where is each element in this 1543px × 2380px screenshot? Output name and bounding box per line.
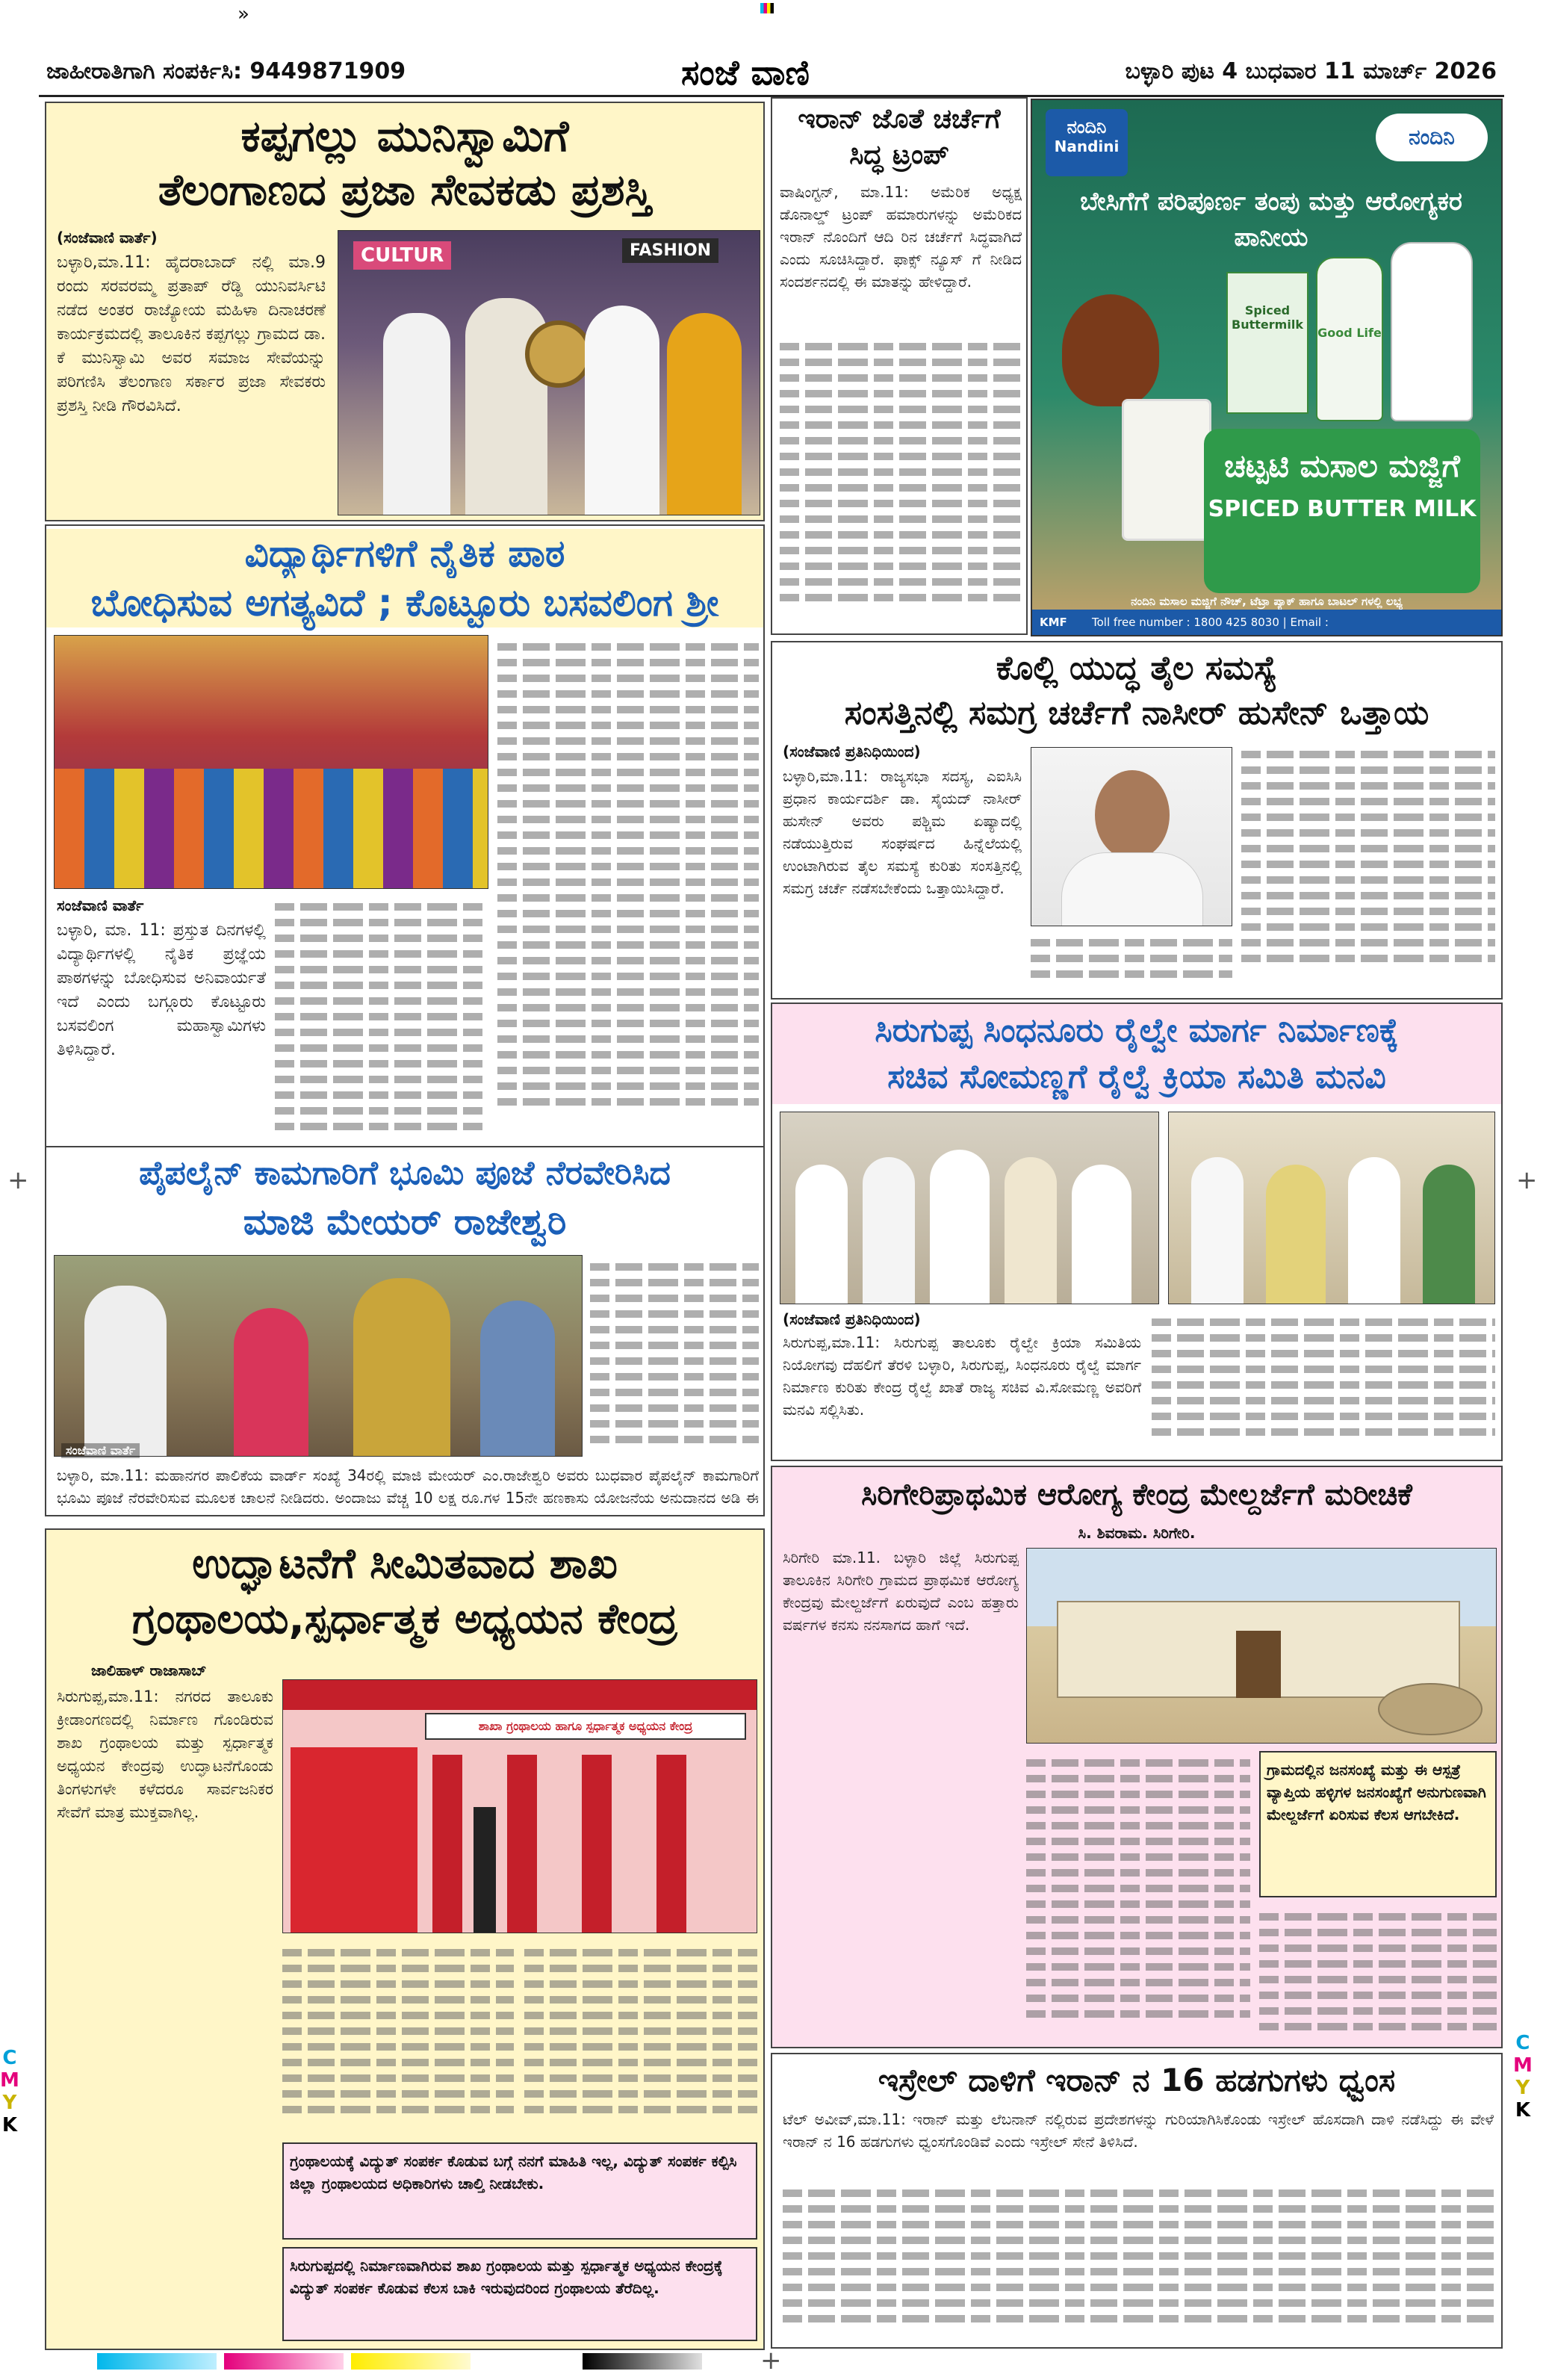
story-headline: ಸಚಿವ ಸೋಮಣ್ಣಗೆ ರೈಲ್ವೆ ಕ್ರಿಯಾ ಸಮಿತಿ ಮನವಿ xyxy=(887,1058,1386,1096)
person-figure xyxy=(795,1165,848,1304)
story-headline: ಸಿದ್ಧ ಟ್ರಂಪ್ xyxy=(849,140,949,170)
story-body-continued xyxy=(275,895,484,1152)
health-centre-callout: ಗ್ರಾಮದಲ್ಲಿನ ಜನಸಂಖ್ಯೆ ಮತ್ತು ಈ ಆಸ್ಪತ್ರೆ ವ್ಯಾಪ್ತಿಯ ಹಳ್ಳಿಗಳ ಜನಸಂಖ್ಯೆಗೆ ಅನುಗುಣವಾಗಿ ಮೇಲ್ದರ್ಜೆಗೆ ಏರಿಸುವ ಕೆಲಸ ಆಗಬೇಕಿದೆ. xyxy=(1259,1751,1497,1897)
building-pillar xyxy=(582,1755,612,1933)
story-body-continued xyxy=(590,1255,759,1457)
person-figure xyxy=(930,1150,990,1304)
story-headline: ಇಸ್ರೇಲ್ ದಾಳಿಗೆ ಇರಾನ್ ನ 16 ಹಡಗುಗಳು ಧ್ವಂಸ xyxy=(878,2062,1396,2098)
story-body-continued xyxy=(1026,1751,1250,2042)
pack-name-kn: ಚಟ್ಪಟಿ ಮಸಾಲ ಮಜ್ಜಿಗೆ xyxy=(1224,447,1460,484)
ad-contact: ಜಾಹೀರಾತಿಗಾಗಿ ಸಂಪರ್ಕಿಸಿ: 9449871909 xyxy=(46,58,406,84)
ad-footer xyxy=(1032,610,1501,635)
award-plaque xyxy=(525,320,592,388)
health-centre-photo xyxy=(1026,1548,1497,1744)
building-wall xyxy=(291,1747,417,1933)
story-body: ಬಳ್ಳಾರಿ,ಮಾ.11: ರಾಜ್ಯಸಭಾ ಸದಸ್ಯ, ಎಐಸಿಸಿ ಪ್ರಧಾನ ಕಾರ್ಯದರ್ಶಿ ಡಾ. ಸೈಯದ್ ನಾಸೀರ್ ಹುಸೇನ್ ಅವರು ಪಶ್ಚಿಮ ಏಷ್ಯಾದಲ್ಲಿ ನಡೆಯುತ್ತಿರುವ ಸಂಘರ್ಷದ ಹಿನ್ನೆಲೆಯಲ್ಲಿ ಉಂಟಾಗಿರುವ ತೈಲ ಸಮಸ್ಯೆ ಕುರಿತು ಸಂಸತ್ತಿನಲ್ಲಿ ಸಮಗ್ರ ಚರ್ಚೆ ನಡೆಸಬೇಕೆಂದು ಒತ್ತಾಯಿಸಿದ್ದಾರೆ. xyxy=(783,767,1022,897)
good-life-bottle: Good Life xyxy=(1316,257,1383,421)
story-nasir-hussain xyxy=(771,641,1503,1000)
award-photo xyxy=(338,230,760,515)
story-dateline: (ಸಂಜೆವಾಣಿ ಪ್ರತಿನಿಧಿಯಿಂದ) xyxy=(783,1310,921,1328)
person-figure xyxy=(383,313,450,515)
story-body-continued xyxy=(497,635,759,1152)
person-figure xyxy=(1266,1165,1326,1304)
story-dateline: ಸಂಜೆವಾಣಿ ವಾರ್ತೆ xyxy=(57,896,144,914)
ad-tagline: ಬೇಸಿಗೆಗೆ ಪರಿಪೂರ್ಣ ತಂಪು ಮತ್ತು ಆರೋಗ್ಯಕರ ಪಾನೀಯ xyxy=(1080,187,1462,252)
story-headline: ಪೈಪಲೈನ್ ಕಾಮಗಾರಿಗೆ ಭೂಮಿ ಪೂಜೆ ನೆರವೇರಿಸಿದ xyxy=(139,1154,671,1192)
story-body: ಸಿರುಗುಪ್ಪ,ಮಾ.11: ಸಿರುಗುಪ್ಪ ತಾಲೂಕು ರೈಲ್ವೇ ಕ್ರಿಯಾ ಸಮಿತಿಯ ನಿಯೋಗವು ದೆಹಲಿಗೆ ತೆರಳಿ ಬಳ್ಳಾರಿ, ಸಿರುಗುಪ್ಪ, ಸಿಂಧನೂರು ರೈಲ್ವೆ ಮಾರ್ಗ ನಿರ್ಮಾಣ ಕುರಿತು ಕೇಂದ್ರ ರೈಲ್ವೆ ಖಾತೆ ರಾಜ್ಯ ಸಚಿವ ವಿ.ಸೋಮಣ್ಣ ಅವರಿಗೆ ಮನವಿ ಸಲ್ಲಿಸಿತು. xyxy=(783,1333,1141,1419)
story-headline: ಉದ್ಘಾಟನೆಗೆ ಸೀಮಿತವಾದ ಶಾಖ xyxy=(192,1540,618,1588)
story-byline: ಜಾಲಿಹಾಳ್ ರಾಜಾಸಾಬ್ xyxy=(91,1661,207,1679)
story-body-continued xyxy=(780,335,1022,630)
railway-delegation-photo xyxy=(780,1112,1159,1304)
library-signboard: ಶಾಖಾ ಗ್ರಂಥಾಲಯ ಹಾಗೂ ಸ್ಪರ್ಧಾತ್ಮಕ ಅಧ್ಯಯನ ಕೇಂದ್ರ xyxy=(425,1713,746,1740)
library-callout-1: ಗ್ರಂಥಾಲಯಕ್ಕೆ ವಿದ್ಯುತ್ ಸಂಪರ್ಕ ಕೊಡುವ ಬಗ್ಗೆ ನನಗೆ ಮಾಹಿತಿ ಇಲ್ಲ, ವಿದ್ಯುತ್ ಸಂಪರ್ಕ ಕಲ್ಪಿಸಿ ಜಿಲ್ಲಾ ಗ್ರಂಥಾಲಯದ ಅಧಿಕಾರಿಗಳು ಚಾಲ್ತಿ ನೀಡಬೇಕು. xyxy=(282,2142,757,2240)
registration-mark: + xyxy=(7,1165,29,1195)
building-pillar xyxy=(656,1755,686,1933)
story-body: ವಾಷಿಂಗ್ಟನ್, ಮಾ.11: ಅಮೆರಿಕ ಅಧ್ಯಕ್ಷ ಡೊನಾಲ್ಡ್ ಟ್ರಂಪ್ ಹಮಾರುಗಳನ್ನು ಅಮೆರಿಕದ ಇರಾನ್ ನೊಂದಿಗೆ ಆದಿ ರಿನ ಚರ್ಚೆಗೆ ಸಿದ್ಧವಾಗಿದೆ ಎಂದು ಸೂಚಿಸಿದ್ದಾರೆ. ಫಾಕ್ಸ್ ನ್ಯೂಸ್ ಗೆ ನೀಡಿದ ಸಂದರ್ಶನದಲ್ಲಿ ಈ ಮಾತನ್ನು ಹೇಳಿದ್ದಾರೆ. xyxy=(780,183,1022,291)
story-headline: ಮಾಜಿ ಮೇಯರ್ ರಾಜೇಶ್ವರಿ xyxy=(243,1201,567,1243)
crowd-pattern xyxy=(55,769,488,888)
story-iran-trump-talks xyxy=(771,97,1028,635)
ad-availability: ನಂದಿನಿ ಮಸಾಲ ಮಜ್ಜಿಗೆ ನೌಚ್, ಟೆಟ್ರಾ ಪ್ಯಾಕ್ ಹಾಗೂ ಬಾಟಲ್ ಗಳಲ್ಲಿ ಲಭ್ಯ xyxy=(1131,595,1403,608)
registration-mark: + xyxy=(1516,1165,1538,1195)
railway-minister-photo xyxy=(1168,1112,1495,1304)
masala-majjige-pack xyxy=(1204,429,1480,593)
cmyk-marker-top xyxy=(760,3,774,13)
kmf-logo: KMF xyxy=(1040,616,1067,629)
portrait-shirt xyxy=(1061,852,1203,926)
person-figure xyxy=(480,1301,555,1457)
story-headline: ಗ್ರಂಥಾಲಯ,ಸ್ಪರ್ಧಾತ್ಮಕ ಅಧ್ಯಯನ ಕೇಂದ್ರ xyxy=(131,1595,678,1643)
story-headline: ತೆಲಂಗಾಣದ ಪ್ರಜಾ ಸೇವಕಡು ಪ್ರಶಸ್ತಿ xyxy=(158,164,652,215)
building-roof xyxy=(283,1680,757,1710)
cmyk-marker-left: C M Y K xyxy=(0,2047,19,2136)
clay-pot xyxy=(1062,294,1159,406)
story-body-continued xyxy=(1031,931,1232,994)
story-byline: ಸಿ. ಶಿವರಾಮ. ಸಿರಿಗೇರಿ. xyxy=(1078,1524,1196,1542)
person-figure xyxy=(1348,1157,1400,1304)
story-pipeline-bhoomi-pooje xyxy=(45,1146,765,1516)
color-bar-magenta xyxy=(224,2353,344,2370)
story-headline: ಕೊಲ್ಲಿ ಯುದ್ಧ ತೈಲ ಸಮಸ್ಯೆ xyxy=(996,649,1278,687)
story-body-continued xyxy=(1259,1905,1497,2042)
courtyard-circle xyxy=(1378,1683,1483,1735)
story-body-continued xyxy=(282,1941,514,2135)
story-railway-somanna xyxy=(771,1002,1503,1461)
story-headline: ಬೋಧಿಸುವ ಅಗತ್ಯವಿದೆ ; ಕೊಟ್ಟೂರು ಬಸವಲಿಂಗ ಶ್ರೀ xyxy=(46,578,763,627)
nandini-badge: ನಂದಿನಿ xyxy=(1376,114,1488,161)
person-figure xyxy=(84,1286,167,1457)
story-sirigeri-health-centre xyxy=(771,1466,1503,2048)
person-figure xyxy=(234,1308,308,1457)
nasir-hussain-photo xyxy=(1031,747,1232,926)
butter-milk-bottle xyxy=(1391,242,1473,421)
story-body-continued xyxy=(783,2181,1494,2344)
color-bar-yellow xyxy=(351,2353,471,2370)
story-body-continued xyxy=(1152,1310,1495,1457)
date-line: ಬಳ್ಳಾರಿ ಪುಟ 4 ಬುಧವಾರ 11 ಮಾರ್ಚ್ 2026 xyxy=(1125,58,1497,84)
page-arrow-icon: » xyxy=(237,3,249,25)
masthead xyxy=(39,52,1504,97)
building-pillar xyxy=(432,1755,462,1933)
story-headline: ಸಿರುಗುಪ್ಪ ಸಿಂಧನೂರು ರೈಲ್ವೇ ಮಾರ್ಗ ನಿರ್ಮಾಣಕ್ಕೆ xyxy=(875,1011,1399,1050)
culture-banner: CULTUR xyxy=(353,241,451,270)
story-body: ಬಳ್ಳಾರಿ, ಮಾ. 11: ಪ್ರಸ್ತುತ ದಿನಗಳಲ್ಲಿ ವಿದ್ಯಾರ್ಥಿಗಳಲ್ಲಿ ನೈತಿಕ ಪ್ರಜ್ಞೆಯ ಪಾಠಗಳನ್ನು ಬೋಧಿಸುವ ಅನಿವಾರ್ಯತೆ ಇದೆ ಎಂದು ಬಗ್ಗೂರು ಕೊಟ್ಟೂರು ಬಸವಲಿಂಗ ಮಹಾಸ್ವಾಮಿಗಳು ತಿಳಿಸಿದ್ದಾರೆ. xyxy=(57,921,266,1059)
nandini-buttermilk-ad[interactable] xyxy=(1031,99,1503,636)
color-bar-black xyxy=(583,2353,702,2370)
person-figure xyxy=(667,313,742,515)
ad-contact-info: Toll free number : 1800 425 8030 | Email : xyxy=(1092,616,1329,629)
pack-name-en: SPICED BUTTER MILK xyxy=(1208,496,1477,522)
library-building-photo xyxy=(282,1679,757,1933)
story-body: ಬಳ್ಳಾರಿ,ಮಾ.11: ಹೈದರಾಬಾದ್ ನಲ್ಲಿ ಮಾ.9 ರಂದು ಸರವರಮ್ಮ ಪ್ರತಾಪ್ ರೆಡ್ಡಿ ಯುನಿವರ್ಸಿಟಿ ನಡೆದ ಅಂತರ ರಾಜ್ಯೋಯ ಮಹಿಳಾ ದಿನಾಚರಣೆ ಕಾರ್ಯಕ್ರಮದಲ್ಲಿ ತಾಲೂಕಿನ ಕಪ್ಪಗಲ್ಲು ಗ್ರಾಮದ ಡಾ. ಕೆ ಮುನಿಸ್ವಾಮಿ ಅವರ ಸಮಾಜ ಸೇವೆಯನ್ನು ಪರಿಗಣಿಸಿ ತೆಲಂಗಾಣ ಸರ್ಕಾರ ಪ್ರಜಾ ಸೇವಕರು ಪ್ರಶಸ್ತಿ ನೀಡಿ ಗೌರವಿಸಿದೆ. xyxy=(57,253,326,415)
story-headline: ಇರಾನ್ ಜೊತೆ ಚರ್ಚೆಗೆ xyxy=(798,104,1001,134)
glass-of-buttermilk xyxy=(1122,399,1211,541)
library-callout-2: ಸಿರುಗುಪ್ಪದಲ್ಲಿ ನಿರ್ಮಾಣವಾಗಿರುವ ಶಾಖ ಗ್ರಂಥಾಲಯ ಮತ್ತು ಸ್ಪರ್ಧಾತ್ಮಕ ಅಧ್ಯಯನ ಕೇಂದ್ರಕ್ಕೆ ವಿದ್ಯುತ್ ಸಂಪರ್ಕ ಕೊಡುವ ಕೆಲಸ ಬಾಕಿ ಇರುವುದರಿಂದ ಗ್ರಂಥಾಲಯ ತೆರೆದಿಲ್ಲ. xyxy=(282,2247,757,2341)
story-kotturu-swamiji xyxy=(45,524,765,1158)
person-figure xyxy=(863,1157,915,1304)
building-door xyxy=(1236,1631,1281,1698)
color-bar-cyan xyxy=(97,2353,217,2370)
story-body: ಬಳ್ಳಾರಿ, ಮಾ.11: ಮಹಾನಗರ ಪಾಲಿಕೆಯ ವಾರ್ಡ್ ಸಂಖ್ಯೆ 34ರಲ್ಲಿ ಮಾಜಿ ಮೇಯರ್ ಎಂ.ರಾಜೇಶ್ವರಿ ಅವರು ಬುಧವಾರ ಪೈಪಲೈನ್ ಕಾಮಗಾರಿಗೆ ಭೂಮಿ ಪೂಜೆ ನೆರವೇರಿಸುವ ಮೂಲಕ ಚಾಲನೆ ನೀಡಿದರು. ಅಂದಾಜು ವೆಚ್ಚ 10 ಲಕ್ಷ ರೂ.ಗಳ 15ನೇ ಹಣಕಾಸು ಯೋಜನೆಯ ಅನುದಾನದ ಅಡಿ ಈ xyxy=(57,1466,759,1507)
story-body: ಸಿರುಗುಪ್ಪ,ಮಾ.11: ನಗರದ ತಾಲೂಕು ಕ್ರೀಡಾಂಗಣದಲ್ಲಿ ನಿರ್ಮಾಣ ಗೊಂಡಿರುವ ಶಾಖ ಗ್ರಂಥಾಲಯ ಮತ್ತು ಸ್ಪರ್ಧಾತ್ಮಕ ಅಧ್ಯಯನ ಕೇಂದ್ರವು ಉದ್ಘಾಟನೆಗೊಂಡು ತಿಂಗಳುಗಳೇ ಕಳೆದರೂ ಸಾರ್ವಜನಿಕರ ಸೇವೆಗೆ ಮಾತ್ರ ಮುಕ್ತವಾಗಿಲ್ಲ. xyxy=(57,1688,273,1821)
brand-en: Nandini xyxy=(1054,137,1120,155)
cmyk-marker-right: C M Y K xyxy=(1513,2032,1533,2122)
story-body-continued xyxy=(1241,743,1495,994)
person-figure xyxy=(585,306,659,515)
story-headline: ಸಂಸತ್ತಿನಲ್ಲಿ ಸಮಗ್ರ ಚರ್ಚೆಗೆ ನಾಸೀರ್ ಹುಸೇನ್ ಒತ್ತಾಯ xyxy=(844,694,1429,732)
registration-mark: + xyxy=(760,2346,782,2376)
person-figure xyxy=(1191,1157,1244,1304)
story-dateline: ಸಂಜೆವಾಣಿ ವಾರ್ತೆ xyxy=(61,1443,140,1458)
nandini-logo xyxy=(1046,109,1128,176)
building-pillar xyxy=(507,1755,537,1933)
story-dateline: (ಸಂಜೆವಾಣಿ ಪ್ರತಿನಿಧಿಯಿಂದ) xyxy=(783,743,921,760)
cmyk-swatch xyxy=(760,3,774,13)
person-figure xyxy=(1005,1157,1057,1304)
portrait-face xyxy=(1095,770,1170,860)
buttermilk-carton: Spiced Buttermilk xyxy=(1226,272,1308,414)
person-figure xyxy=(353,1278,450,1457)
story-body: ಟೆಲ್ ಅವೀವ್,ಮಾ.11: ಇರಾನ್ ಮತ್ತು ಲೆಬನಾನ್ ನಲ್ಲಿರುವ ಪ್ರದೇಶಗಳನ್ನು ಗುರಿಯಾಗಿಸಿಕೊಂಡು ಇಸ್ರೇಲ್ ಹೊಸದಾಗಿ ದಾಳಿ ನಡೆಸಿದ್ದು ಈ ವೇಳೆ ಇರಾನ್ ನ 16 ಹಡಗುಗಳು ಧ್ವಂಸಗೊಂಡಿವೆ ಎಂದು ಇಸ್ರೇಲ್ ಸೇನೆ ತಿಳಿಸಿದೆ. xyxy=(783,2110,1494,2151)
story-body: ಸಿರಿಗೇರಿ ಮಾ.11. ಬಳ್ಳಾರಿ ಜಿಲ್ಲೆ ಸಿರುಗುಪ್ಪ ತಾಲೂಕಿನ ಸಿರಿಗೇರಿ ಗ್ರಾಮದ ಪ್ರಾಥಮಿಕ ಆರೋಗ್ಯ ಕೇಂದ್ರವು ಮೇಲ್ದರ್ಜೆಗೆ ಏರುವುದೆ ಎಂಬ ಹತ್ತಾರು ವರ್ಷಗಳ ಕನಸು ನನಸಾಗದ ಹಾಗೆ ಇದೆ. xyxy=(783,1549,1019,1634)
brand-kn: ನಂದಿನಿ xyxy=(1067,117,1107,137)
event-group-photo xyxy=(54,635,488,889)
story-headline: ಸಿರಿಗೇರಿಪ್ರಾಥಮಿಕ ಆರೋಗ್ಯ ಕೇಂದ್ರ ಮೇಲ್ದರ್ಜೆಗೆ ಮರೀಚಿಕೆ xyxy=(861,1478,1412,1512)
story-munisamy-award xyxy=(45,102,765,521)
story-israel-iran-ships xyxy=(771,2053,1503,2349)
story-dateline: (ಸಂಜೆವಾಣಿ ವಾರ್ತೆ) xyxy=(57,229,158,247)
paper-name: ಸಂಜೆ ವಾಣಿ xyxy=(681,52,810,93)
story-headline: ಕಪ್ಪಗಲ್ಲು ಮುನಿಸ್ವಾಮಿಗೆ xyxy=(240,111,569,161)
story-headline: ವಿದ್ಯಾರ್ಥಿಗಳಿಗೆ ನೈತಿಕ ಪಾಠ xyxy=(46,529,763,578)
story-body-continued xyxy=(524,1941,757,2135)
building-door xyxy=(474,1807,496,1933)
person-figure xyxy=(1072,1165,1131,1304)
story-library-closed xyxy=(45,1528,765,2350)
person-figure xyxy=(1423,1165,1475,1304)
fashion-banner: FASHION xyxy=(622,238,718,263)
bhoomi-pooje-photo xyxy=(54,1255,583,1457)
